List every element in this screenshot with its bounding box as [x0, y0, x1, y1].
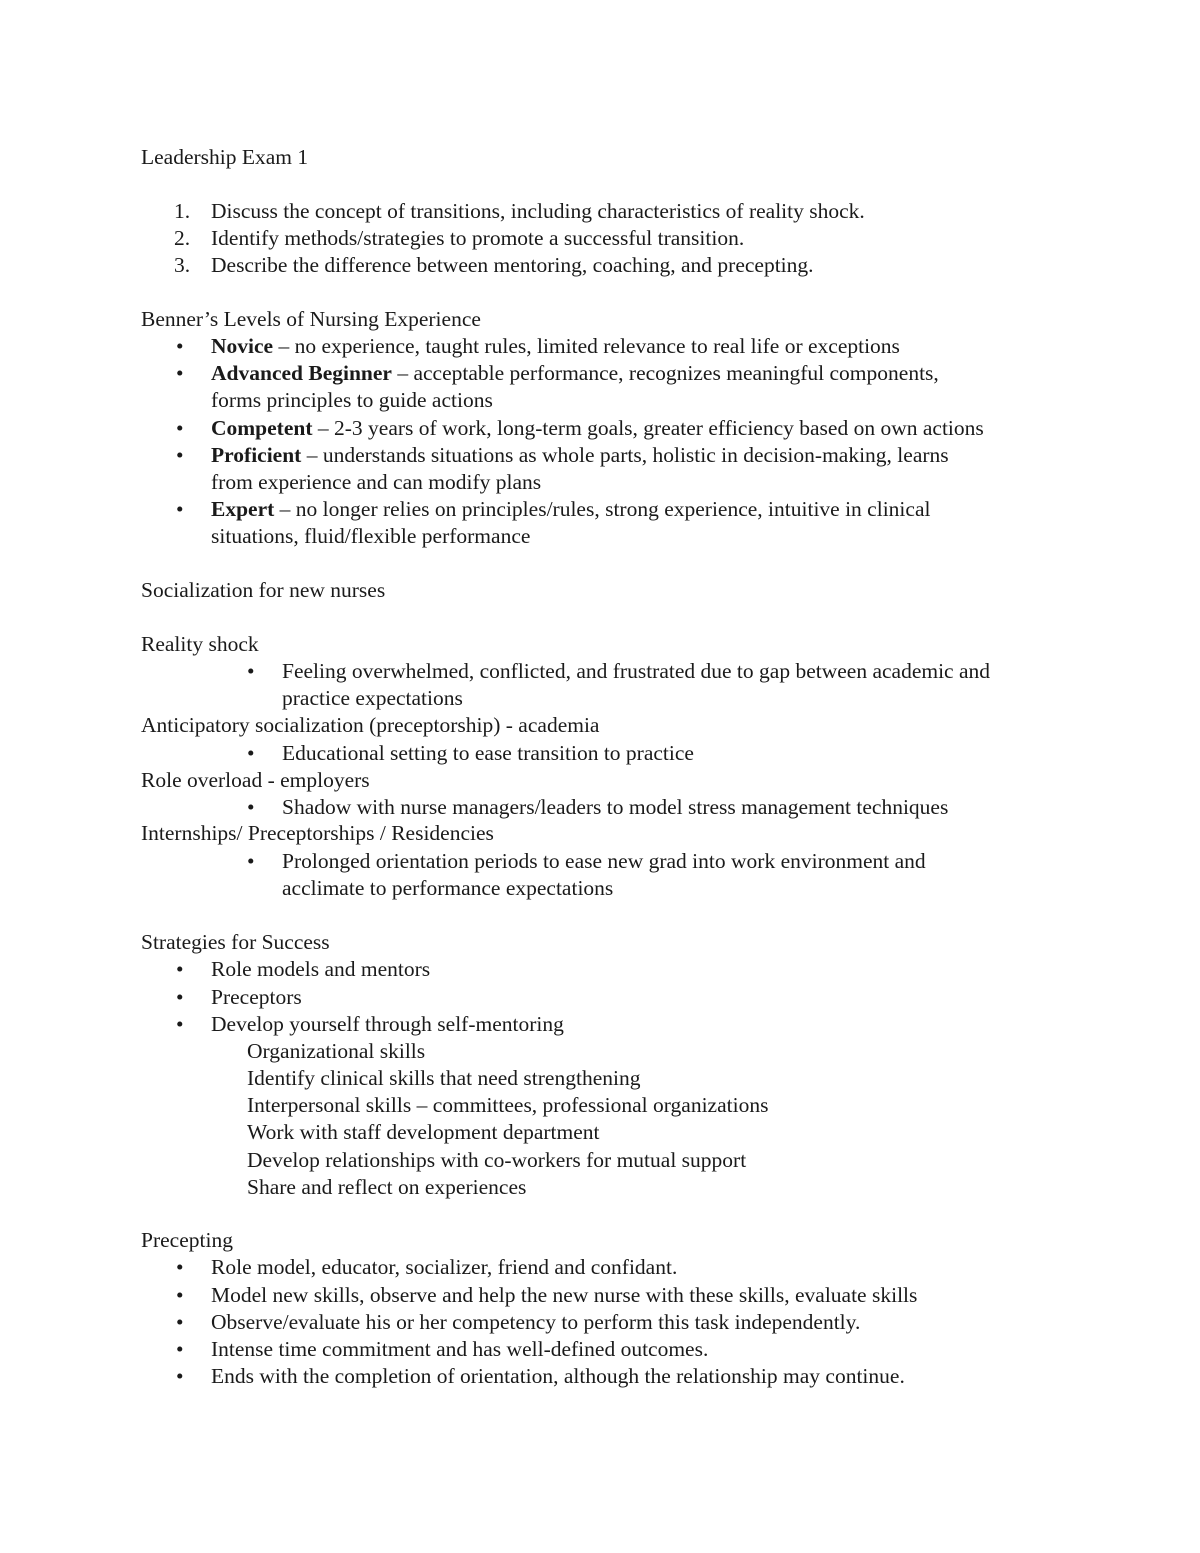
document-title: Leadership Exam 1 [141, 145, 309, 169]
bullet: • [176, 957, 184, 981]
bullet: • [176, 497, 184, 521]
list-item [211, 499, 930, 521]
subheading-internships: Internships/ Preceptorships / Residencies [141, 821, 494, 845]
sub-list-item: Organizational skills [247, 1039, 426, 1063]
sub-list-item: Share and reflect on experiences [247, 1175, 527, 1199]
sub-list-item: Interpersonal skills – committees, professional organizations [247, 1093, 769, 1117]
bullet: • [247, 659, 255, 683]
level-description: – acceptable performance, recognizes meaningful components, [391, 361, 939, 385]
list-item [211, 418, 984, 440]
level-term: Advanced Beginner [211, 361, 392, 385]
sub-list-item: Identify clinical skills that need strengthening [247, 1066, 641, 1090]
level-description-cont: situations, fluid/flexible performance [211, 524, 531, 548]
bullet: • [176, 1012, 184, 1036]
list-item: Intense time commitment and has well-defined outcomes. [211, 1337, 709, 1361]
list-item [211, 336, 900, 358]
bullet: • [176, 361, 184, 385]
bullet: • [176, 1364, 184, 1388]
list-item: Observe/evaluate his or her competency to perform this task independently. [211, 1310, 861, 1334]
level-term: Competent [211, 416, 313, 440]
level-description: – no experience, taught rules, limited relevance to real life or exceptions [273, 334, 900, 358]
subheading-reality-shock: Reality shock [141, 632, 259, 656]
level-description-cont: forms principles to guide actions [211, 388, 493, 412]
list-item: Develop yourself through self-mentoring [211, 1012, 564, 1036]
list-item-cont: acclimate to performance expectations [282, 876, 614, 900]
subheading-role-overload: Role overload - employers [141, 768, 370, 792]
level-description: – 2-3 years of work, long-term goals, greater efficiency based on own actions [312, 416, 984, 440]
bullet: • [176, 985, 184, 1009]
list-item: Role models and mentors [211, 957, 431, 981]
section-heading-precepting: Precepting [141, 1228, 233, 1252]
bullet: • [176, 416, 184, 440]
list-item: Shadow with nurse managers/leaders to model stress management techniques [282, 795, 949, 819]
list-item: Feeling overwhelmed, conflicted, and frustrated due to gap between academic and [282, 659, 991, 683]
level-description: – no longer relies on principles/rules, strong experience, intuitive in clinical [274, 497, 931, 521]
objective-number: 2. [174, 226, 191, 250]
list-item: Ends with the completion of orientation, although the relationship may continue. [211, 1364, 905, 1388]
level-term: Expert [211, 497, 275, 521]
objective-text: Discuss the concept of transitions, including characteristics of reality shock. [211, 199, 865, 223]
list-item: Preceptors [211, 985, 302, 1009]
bullet: • [176, 1310, 184, 1334]
level-description: – understands situations as whole parts, holistic in decision-making, learns [301, 443, 949, 467]
bullet: • [247, 741, 255, 765]
list-item: Model new skills, observe and help the new nurse with these skills, evaluate skills [211, 1283, 918, 1307]
section-heading-strategies: Strategies for Success [141, 930, 330, 954]
list-item: Role model, educator, socializer, friend and confidant. [211, 1255, 678, 1279]
level-term: Proficient [211, 443, 302, 467]
section-heading-socialization: Socialization for new nurses [141, 578, 386, 602]
sub-list-item: Develop relationships with co-workers for mutual support [247, 1148, 747, 1172]
level-term: Novice [211, 334, 274, 358]
sub-list-item: Work with staff development department [247, 1120, 600, 1144]
objective-number: 3. [174, 253, 191, 277]
bullet: • [176, 334, 184, 358]
list-item-cont: practice expectations [282, 686, 463, 710]
objective-text: Identify methods/strategies to promote a successful transition. [211, 226, 745, 250]
bullet: • [176, 1283, 184, 1307]
section-heading-benner: Benner’s Levels of Nursing Experience [141, 307, 481, 331]
bullet: • [176, 443, 184, 467]
bullet: • [247, 849, 255, 873]
bullet: • [176, 1255, 184, 1279]
list-item: Educational setting to ease transition to practice [282, 741, 694, 765]
list-item: Prolonged orientation periods to ease new grad into work environment and [282, 849, 926, 873]
bullet: • [247, 795, 255, 819]
list-item [211, 363, 939, 385]
list-item [211, 445, 949, 467]
bullet: • [176, 1337, 184, 1361]
level-description-cont: from experience and can modify plans [211, 470, 542, 494]
subheading-anticipatory: Anticipatory socialization (preceptorship) - academia [141, 713, 600, 737]
objective-number: 1. [174, 199, 191, 223]
objective-text: Describe the difference between mentoring, coaching, and precepting. [211, 253, 814, 277]
